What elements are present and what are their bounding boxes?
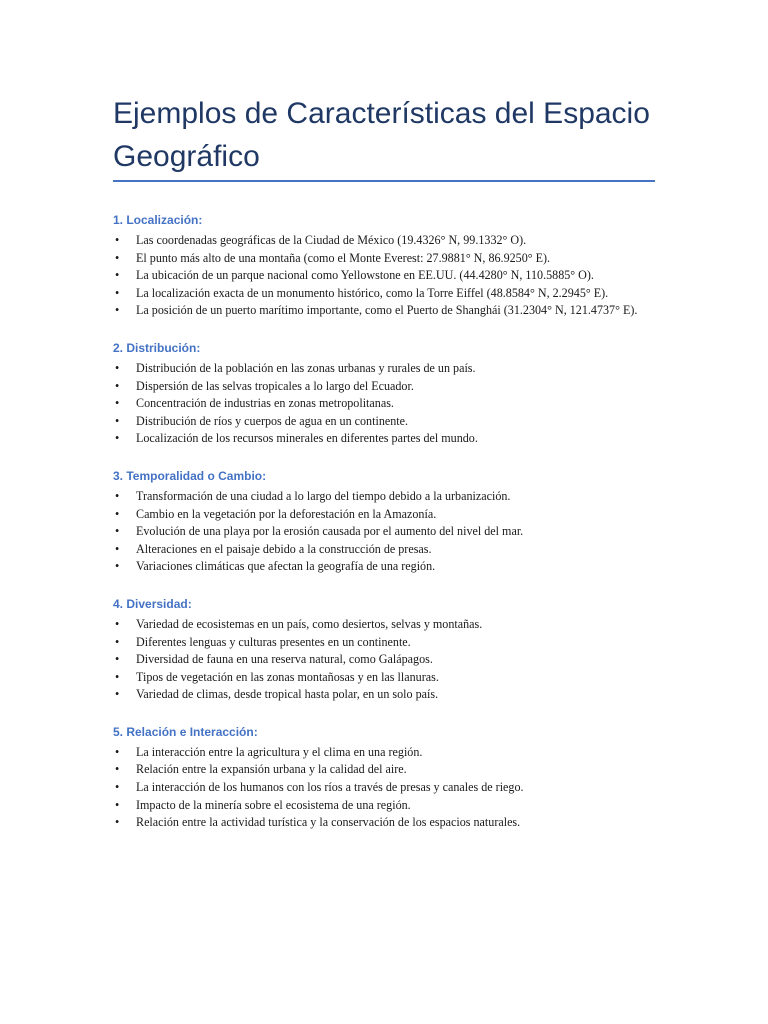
list-item-text: Diversidad de fauna en una reserva natural, como Galápagos. (136, 652, 433, 667)
list-item-text: Las coordenadas geográficas de la Ciudad de México (19.4326° N, 99.1332° O). (136, 233, 527, 247)
section-heading: 1. Localización: (113, 213, 203, 227)
section-heading: 2. Distribución: (113, 340, 201, 355)
bullet-icon: • (115, 669, 120, 684)
bullet-icon: • (115, 360, 120, 375)
list-item-text: La posición de un puerto marítimo importante, como el Puerto de Shanghái (31.2304° N, 121.4737° E). (136, 303, 638, 318)
section-heading: 5. Relación e Interacción: (113, 724, 258, 739)
bullet-icon: • (115, 687, 120, 702)
bullet-icon: • (115, 378, 120, 393)
section-heading: 3. Temporalidad o Cambio: (113, 468, 267, 483)
list-item-text: La interacción entre la agricultura y el clima en una región. (136, 744, 423, 759)
section-relacion (113, 723, 673, 832)
list-item (113, 378, 673, 396)
sections-container (113, 211, 673, 851)
list-item-text: Variedad de ecosistemas en un país, como desiertos, selvas y montañas. (136, 616, 483, 631)
bullet-icon: • (115, 780, 120, 795)
bullet-list (113, 360, 673, 448)
list-item (113, 267, 673, 285)
section-localizacion (113, 211, 673, 320)
list-item-text: El punto más alto de una montaña (como el Monte Everest: 27.9881° N, 86.9250° E). (136, 250, 551, 265)
list-item (113, 779, 673, 797)
list-item-text: Distribución de ríos y cuerpos de agua en un continente. (136, 413, 409, 428)
bullet-icon: • (115, 488, 120, 503)
list-item-text: Relación entre la actividad turística y la conservación de los espacios naturales. (136, 815, 521, 830)
list-item (113, 541, 673, 559)
bullet-icon: • (115, 506, 120, 521)
list-item (113, 430, 673, 448)
bullet-icon: • (115, 744, 120, 759)
bullet-icon: • (115, 797, 120, 812)
list-item-text: Tipos de vegetación en las zonas montañosas y en las llanuras. (136, 669, 439, 684)
list-item-text: Variedad de climas, desde tropical hasta polar, en un solo país. (136, 687, 439, 702)
title-underline (113, 180, 655, 182)
list-item (113, 523, 673, 541)
bullet-icon: • (115, 652, 120, 667)
list-item (113, 395, 673, 413)
list-item-text: Relación entre la expansión urbana y la calidad del aire. (136, 762, 407, 777)
list-item (113, 250, 673, 268)
list-item-text: Transformación de una ciudad a lo largo del tiempo debido a la urbanización. (136, 488, 511, 503)
list-item-text: Distribución de la población en las zonas urbanas y rurales de un país. (136, 360, 476, 375)
list-item-text: Concentración de industrias en zonas metropolitanas. (136, 396, 394, 411)
bullet-icon: • (115, 396, 120, 411)
bullet-icon: • (115, 233, 120, 247)
section-diversidad (113, 595, 673, 704)
list-item (113, 651, 673, 669)
list-item (113, 413, 673, 431)
bullet-icon: • (115, 559, 120, 574)
bullet-list (113, 744, 673, 832)
list-item (113, 506, 673, 524)
bullet-icon: • (115, 762, 120, 777)
list-item-text: La ubicación de un parque nacional como Yellowstone en EE.UU. (44.4280° N, 110.5885° O). (136, 268, 594, 283)
list-item (113, 360, 673, 378)
list-item (113, 634, 673, 652)
bullet-list (113, 616, 673, 704)
list-item-text: Dispersión de las selvas tropicales a lo largo del Ecuador. (136, 378, 414, 393)
list-item-text: Localización de los recursos minerales en diferentes partes del mundo. (136, 431, 478, 446)
bullet-icon: • (115, 285, 120, 300)
list-item-text: Alteraciones en el paisaje debido a la construcción de presas. (136, 541, 432, 556)
bullet-icon: • (115, 524, 120, 539)
bullet-icon: • (115, 634, 120, 649)
list-item (113, 686, 673, 704)
list-item-text: Variaciones climáticas que afectan la geografía de una región. (136, 559, 436, 574)
bullet-icon: • (115, 616, 120, 631)
bullet-icon: • (115, 815, 120, 830)
list-item-text: La interacción de los humanos con los ríos a través de presas y canales de riego. (136, 780, 524, 795)
list-item (113, 232, 673, 250)
list-item-text: La localización exacta de un monumento histórico, como la Torre Eiffel (48.8584° N, 2.2945° E). (136, 285, 609, 300)
list-item (113, 797, 673, 815)
list-item (113, 744, 673, 762)
list-item (113, 302, 673, 320)
bullet-icon: • (115, 431, 120, 446)
bullet-icon: • (115, 541, 120, 556)
bullet-icon: • (115, 268, 120, 283)
list-item-text: Impacto de la minería sobre el ecosistema de una región. (136, 797, 411, 812)
list-item-text: Diferentes lenguas y culturas presentes en un continente. (136, 634, 411, 649)
bullet-icon: • (115, 250, 120, 265)
list-item (113, 558, 673, 576)
bullet-list (113, 488, 673, 576)
bullet-icon: • (115, 413, 120, 428)
list-item (113, 761, 673, 779)
bullet-icon: • (115, 303, 120, 318)
section-temporalidad (113, 467, 673, 576)
list-item-text: Cambio en la vegetación por la deforestación en la Amazonía. (136, 506, 437, 521)
section-distribucion (113, 339, 673, 448)
list-item (113, 616, 673, 634)
section-heading: 4. Diversidad: (113, 596, 192, 611)
list-item-text: Evolución de una playa por la erosión causada por el aumento del nivel del mar. (136, 524, 524, 539)
document-title: Ejemplos de Características del Espacio Geográfico (113, 97, 650, 173)
bullet-list (113, 232, 673, 320)
list-item (113, 669, 673, 687)
list-item (113, 814, 673, 832)
list-item (113, 488, 673, 506)
list-item (113, 285, 673, 303)
